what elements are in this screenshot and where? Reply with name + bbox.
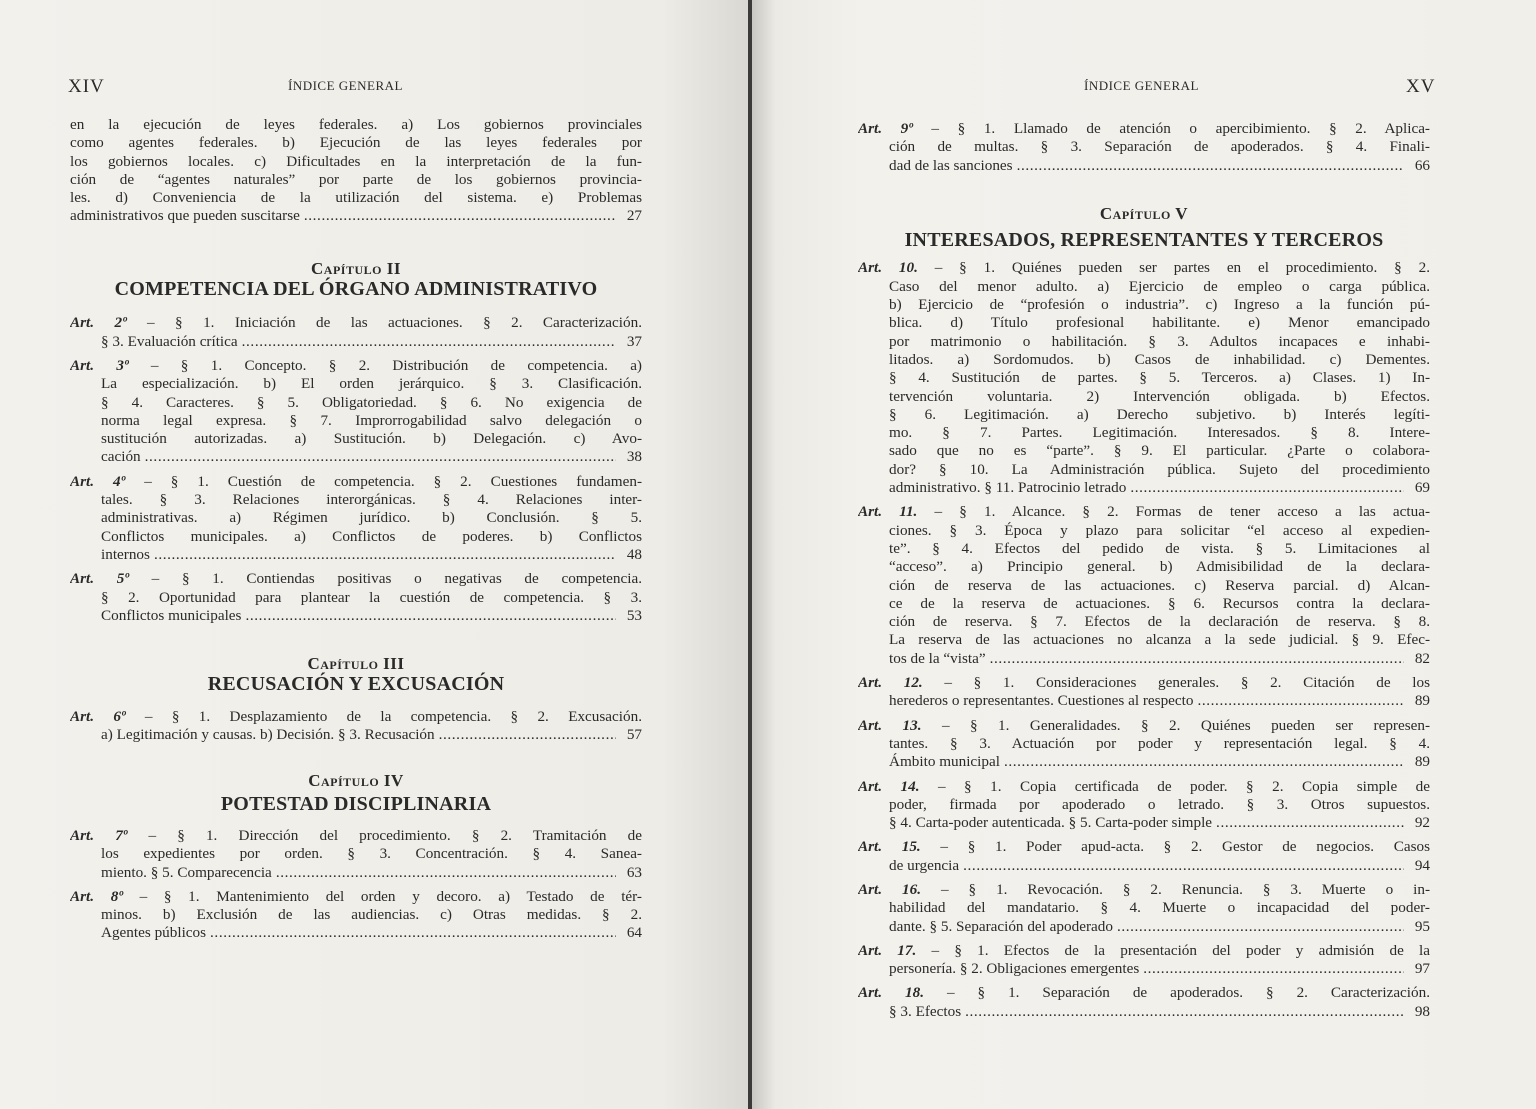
- chapter-heading-iii: [70, 655, 642, 694]
- entry-line: [858, 369, 1430, 387]
- toc-entry-art-14: [858, 778, 1430, 833]
- entry-text: § 4. Caracteres. § 5. Obligatoriedad. § 6. No exigencia de: [101, 393, 642, 411]
- entry-text: los expedientes por orden. § 3. Concentración. § 4. Sanea-: [101, 845, 642, 863]
- entry-text: por matrimonio o habilitación. § 3. Adultos incapaces e inhabi-: [889, 332, 1430, 350]
- entry-text: § 3. Efectos: [889, 1002, 962, 1020]
- chapter-title: INTERESADOS, REPRESENTANTES Y TERCEROS: [904, 229, 1384, 252]
- entry-text: – § 1. Quiénes pueden ser partes en el procedimiento. § 2.: [934, 259, 1430, 277]
- dot-leader: [276, 864, 616, 882]
- toc-entry-art-8: [70, 888, 642, 943]
- page-ref: 63: [626, 863, 642, 881]
- entry-text: de urgencia: [889, 856, 960, 874]
- toc-entry-art-3: [70, 357, 642, 467]
- chapter-heading-iv: [70, 772, 642, 813]
- entry-text: les. d) Conveniencia de la utilización del sistema. e) Problemas: [70, 189, 642, 207]
- entry-text: como agentes federales. b) Ejecución de las leyes federales por: [70, 134, 642, 152]
- entry-line: [858, 120, 1430, 138]
- entry-text: a) Legitimación y causas. b) Decisión. § 3. Recusación: [101, 726, 435, 744]
- chapter-heading-v: [858, 205, 1430, 250]
- entry-line: [70, 116, 642, 134]
- entry-last-line: [858, 157, 1430, 175]
- entry-last-line: [70, 333, 642, 351]
- dot-leader: [1117, 918, 1404, 936]
- entry-text: – § 1. Consideraciones generales. § 2. Citación de los: [944, 674, 1430, 692]
- entry-text: – § 1. Contiendas positivas o negativas de competencia.: [151, 570, 642, 588]
- entry-line: [858, 613, 1430, 631]
- entry-line: [70, 412, 642, 430]
- entry-last-line: [858, 753, 1430, 771]
- entry-text: litados. a) Sordomudos. b) Casos de inhabilidad. c) Dementes.: [889, 350, 1430, 368]
- toc-entry-continuation: [70, 116, 642, 226]
- chapter-title: COMPETENCIA DEL ÓRGANO ADMINISTRATIVO: [114, 278, 598, 301]
- page-ref: 94: [1414, 856, 1430, 874]
- entry-text: miento. § 5. Comparecencia: [101, 863, 272, 881]
- entry-text: ción de “agentes naturales” por parte de los gobiernos provincia-: [70, 170, 642, 188]
- entry-last-line: [70, 864, 642, 882]
- article-number: Art. 11.: [858, 503, 918, 521]
- entry-line: [70, 473, 642, 491]
- entry-text: administrativas. a) Régimen jurídico. b) Conclusión. § 5.: [101, 509, 642, 527]
- toc-entry-art-6: [70, 708, 642, 745]
- entry-line: [858, 522, 1430, 540]
- entry-line: [858, 351, 1430, 369]
- dot-leader: [245, 607, 616, 625]
- entry-line: [858, 778, 1430, 796]
- page-ref: 66: [1414, 156, 1430, 174]
- entry-line: [858, 278, 1430, 296]
- entry-text: § 4. Carta-poder autenticada. § 5. Carta-poder simple: [889, 814, 1213, 832]
- toc-entry-art-17: [858, 942, 1430, 979]
- article-number: Art. 6º: [70, 707, 126, 725]
- entry-text: norma legal expresa. § 7. Improrrogabilidad salvo delegación o: [101, 411, 642, 429]
- entry-line: [70, 509, 642, 527]
- entry-line: [858, 314, 1430, 332]
- toc-column-left: [70, 116, 642, 949]
- entry-line: [858, 899, 1430, 917]
- entry-line: [70, 491, 642, 509]
- entry-line: [858, 388, 1430, 406]
- entry-last-line: [70, 924, 642, 942]
- dot-leader: [965, 1003, 1404, 1021]
- entry-line: [70, 357, 642, 375]
- toc-entry-art-18: [858, 984, 1430, 1021]
- toc-entry-art-11: [858, 503, 1430, 668]
- entry-text: tantes. § 3. Actuación por poder y representación legal. § 4.: [889, 734, 1430, 752]
- article-number: Art. 16.: [858, 880, 921, 898]
- entry-text: administrativo. § 11. Patrocinio letrado: [889, 479, 1127, 497]
- page-ref: 97: [1414, 960, 1430, 978]
- entry-line: [858, 717, 1430, 735]
- page-ref: 69: [1414, 479, 1430, 497]
- entry-line: [70, 906, 642, 924]
- entry-text: – § 1. Llamado de atención o apercibimiento. § 2. Aplica-: [931, 120, 1430, 137]
- page-ref: 48: [626, 545, 642, 563]
- page-ref: 95: [1414, 917, 1430, 935]
- page-ref: 27: [626, 207, 642, 225]
- entry-text: sustitución autorizadas. a) Sustitución. b) Delegación. c) Avo-: [101, 430, 642, 448]
- entry-text: ción de reserva. § 7. Efectos de la declaración de reserva. § 8.: [889, 613, 1430, 631]
- entry-text: – § 1. Mantenimiento del orden y decoro. a) Testado de tér-: [139, 887, 642, 905]
- article-number: Art. 5º: [70, 570, 129, 588]
- entry-text: § 4. Sustitución de partes. § 5. Terceros. a) Clases. 1) In-: [889, 369, 1430, 387]
- article-number: Art. 8º: [70, 887, 123, 905]
- entry-last-line: [70, 448, 642, 466]
- page-ref: 53: [626, 606, 642, 624]
- entry-last-line: [858, 692, 1430, 710]
- entry-line: [858, 424, 1430, 442]
- entry-text: Agentes públicos: [101, 924, 207, 942]
- page-number-left: XIV: [68, 76, 105, 97]
- entry-text: tos de la “vista”: [889, 649, 986, 667]
- dot-leader: [304, 207, 616, 225]
- entry-text: – § 1. Iniciación de las actuaciones. § 2. Caracterización.: [147, 314, 642, 332]
- entry-line: [858, 984, 1430, 1002]
- article-number: Art. 3º: [70, 356, 129, 374]
- entry-text: te”. § 4. Efectos del pedido de vista. § 5. Limitaciones al: [889, 539, 1430, 557]
- entry-text: – § 1. Alcance. § 2. Formas de tener acceso a las actua-: [934, 503, 1430, 521]
- entry-text: – § 1. Concepto. § 2. Distribución de competencia. a): [150, 356, 642, 374]
- article-number: Art. 17.: [858, 941, 917, 959]
- entry-text: los gobiernos locales. c) Dificultades en la interpretación de la fun-: [70, 152, 642, 170]
- entry-last-line: [858, 650, 1430, 668]
- dot-leader: [1017, 157, 1404, 175]
- entry-text: ción de multas. § 3. Separación de apoderados. § 4. Finali-: [889, 138, 1430, 156]
- article-number: Art. 4º: [70, 472, 126, 490]
- entry-text: – § 1. Cuestión de competencia. § 2. Cuestiones fundamen-: [144, 472, 642, 490]
- entry-line: [858, 674, 1430, 692]
- entry-text: ce de la reserva de actuaciones. § 6. Recursos contra la declara-: [889, 594, 1430, 612]
- chapter-label: Capítulo V: [1099, 203, 1189, 223]
- entry-line: [70, 430, 642, 448]
- article-number: Art. 12.: [858, 674, 923, 692]
- entry-line: [858, 631, 1430, 649]
- chapter-label: Capítulo II: [311, 258, 401, 278]
- entry-last-line: [858, 857, 1430, 875]
- entry-line: [70, 375, 642, 393]
- entry-text: dor? § 10. La Administración pública. Sujeto del procedimiento: [889, 460, 1430, 478]
- entry-line: [858, 881, 1430, 899]
- running-header-right: ÍNDICE GENERAL: [1084, 78, 1199, 93]
- chapter-label: Capítulo III: [307, 654, 405, 674]
- entry-line: [858, 461, 1430, 479]
- chapter-label: Capítulo IV: [308, 771, 404, 791]
- entry-line: [70, 171, 642, 189]
- page-ref: 57: [626, 726, 642, 744]
- entry-text: Conflictos municipales. a) Conflictos de poderes. b) Conflictos: [101, 527, 642, 545]
- entry-line: [858, 577, 1430, 595]
- toc-entry-art-10: [858, 259, 1430, 497]
- entry-line: [858, 595, 1430, 613]
- entry-text: – § 1. Desplazamiento de la competencia. § 2. Excusación.: [144, 707, 642, 725]
- page-number-right: XV: [1406, 76, 1436, 97]
- entry-line: [70, 845, 642, 863]
- entry-text: Caso del menor adulto. a) Ejercicio de empleo o carga pública.: [889, 277, 1430, 295]
- entry-line: [858, 333, 1430, 351]
- entry-text: – § 1. Poder apud-acta. § 2. Gestor de negocios. Casos: [940, 838, 1430, 856]
- toc-entry-art-16: [858, 881, 1430, 936]
- chapter-title: RECUSACIÓN Y EXCUSACIÓN: [207, 673, 505, 696]
- entry-text: § 6. Legitimación. a) Derecho subjetivo. b) Interés legíti-: [889, 405, 1430, 423]
- entry-text: administrativos que pueden suscitarse: [70, 207, 300, 225]
- entry-text: – § 1. Revocación. § 2. Renuncia. § 3. Muerte o in-: [940, 880, 1430, 898]
- page-ref: 38: [626, 448, 642, 466]
- entry-text: La reserva de las actuaciones no alcanza a la sede judicial. § 9. Efec-: [889, 631, 1430, 649]
- entry-text: – § 1. Generalidades. § 2. Quiénes pueden ser represen-: [941, 716, 1430, 734]
- entry-text: en la ejecución de leyes federales. a) Los gobiernos provinciales: [70, 116, 642, 133]
- page-ref: 82: [1414, 649, 1430, 667]
- article-number: Art. 18.: [858, 984, 924, 1002]
- entry-text: ción de reserva de las actuaciones. c) Reserva parcial. d) Alcan-: [889, 576, 1430, 594]
- dot-leader: [145, 448, 616, 466]
- entry-line: [858, 540, 1430, 558]
- entry-line: [70, 708, 642, 726]
- entry-line: [858, 259, 1430, 277]
- entry-line: [858, 296, 1430, 314]
- toc-column-right: [858, 120, 1430, 1027]
- entry-line: [858, 442, 1430, 460]
- page-ref: 89: [1414, 692, 1430, 710]
- entry-line: [70, 314, 642, 332]
- entry-last-line: [70, 207, 642, 225]
- toc-entry-art-9: [858, 120, 1430, 175]
- entry-text: personería. § 2. Obligaciones emergentes: [889, 960, 1140, 978]
- dot-leader: [242, 333, 616, 351]
- entry-text: internos: [101, 545, 150, 563]
- entry-text: herederos o representantes. Cuestiones al respecto: [889, 692, 1194, 710]
- toc-entry-art-4: [70, 473, 642, 564]
- entry-text: Conflictos municipales: [101, 606, 242, 624]
- dot-leader: [1143, 960, 1404, 978]
- dot-leader: [1004, 753, 1404, 771]
- article-number: Art. 2º: [70, 314, 127, 332]
- chapter-title: POTESTAD DISCIPLINARIA: [220, 792, 492, 815]
- entry-text: tales. § 3. Relaciones interorgánicas. § 4. Relaciones inter-: [101, 491, 642, 509]
- entry-line: [70, 153, 642, 171]
- dot-leader: [210, 924, 616, 942]
- dot-leader: [1216, 814, 1404, 832]
- entry-text: – § 1. Efectos de la presentación del poder y admisión de la: [931, 941, 1430, 959]
- dot-leader: [154, 546, 616, 564]
- entry-text: – § 1. Separación de apoderados. § 2. Caracterización.: [946, 984, 1430, 1002]
- entry-last-line: [70, 546, 642, 564]
- entry-text: cación: [101, 448, 141, 466]
- article-number: Art. 15.: [858, 838, 921, 856]
- entry-last-line: [858, 479, 1430, 497]
- entry-text: b) Ejercicio de “profesión o industria”. c) Ingreso a la función pú-: [889, 296, 1430, 314]
- entry-last-line: [858, 960, 1430, 978]
- entry-line: [858, 735, 1430, 753]
- entry-text: Ámbito municipal: [889, 753, 1000, 771]
- toc-entry-art-13: [858, 717, 1430, 772]
- page-ref: 89: [1414, 753, 1430, 771]
- entry-text: – § 1. Copia certificada de poder. § 2. Copia simple de: [937, 777, 1430, 795]
- article-number: Art. 14.: [858, 777, 920, 795]
- entry-last-line: [70, 607, 642, 625]
- toc-entry-art-15: [858, 838, 1430, 875]
- entry-text: mo. § 7. Partes. Legitimación. Interesados. § 8. Intere-: [889, 424, 1430, 442]
- page-ref: 92: [1414, 814, 1430, 832]
- toc-entry-art-5: [70, 570, 642, 625]
- entry-line: [70, 528, 642, 546]
- entry-last-line: [70, 726, 642, 744]
- toc-entry-art-7: [70, 827, 642, 882]
- page-ref: 37: [626, 332, 642, 350]
- entry-line: [70, 189, 642, 207]
- entry-text: poder, firmada por apoderado o letrado. § 3. Otros supuestos.: [889, 795, 1430, 813]
- right-page: [752, 0, 1536, 1109]
- page-ref: 64: [626, 924, 642, 942]
- entry-text: sado que no es “parte”. § 9. El particular. ¿Parte o colabora-: [889, 442, 1430, 460]
- dot-leader: [1130, 479, 1404, 497]
- entry-last-line: [858, 1003, 1430, 1021]
- entry-line: [70, 888, 642, 906]
- dot-leader: [1197, 692, 1404, 710]
- entry-line: [858, 558, 1430, 576]
- entry-line: [858, 406, 1430, 424]
- entry-text: minos. b) Exclusión de las audiencias. c) Otras medidas. § 2.: [101, 906, 642, 924]
- entry-text: La especialización. b) El orden jerárquico. § 3. Clasificación.: [101, 375, 642, 393]
- entry-line: [70, 589, 642, 607]
- entry-text: “acceso”. a) Principio general. b) Admisibilidad de la declara-: [889, 558, 1430, 576]
- entry-text: blica. d) Título profesional habilitante. e) Menor emancipado: [889, 314, 1430, 332]
- running-header-left: ÍNDICE GENERAL: [288, 78, 403, 93]
- entry-line: [70, 134, 642, 152]
- entry-text: habilidad del mandatario. § 4. Muerte o incapacidad del poder-: [889, 899, 1430, 917]
- toc-entry-art-12: [858, 674, 1430, 711]
- entry-line: [70, 827, 642, 845]
- entry-line: [858, 503, 1430, 521]
- entry-text: dante. § 5. Separación del apoderado: [889, 917, 1113, 935]
- dot-leader: [990, 650, 1404, 668]
- entry-text: dad de las sanciones: [889, 156, 1013, 174]
- entry-text: tervención voluntaria. 2) Intervención obligada. b) Efectos.: [889, 387, 1430, 405]
- entry-text: – § 1. Dirección del procedimiento. § 2. Tramitación de: [148, 826, 642, 844]
- article-number: Art. 10.: [858, 259, 918, 277]
- entry-text: ciones. § 3. Época y plazo para solicitar “el acceso al expedien-: [889, 521, 1430, 539]
- toc-entry-art-2: [70, 314, 642, 351]
- entry-line: [858, 796, 1430, 814]
- entry-text: § 3. Evaluación crítica: [101, 332, 238, 350]
- entry-text: § 2. Oportunidad para plantear la cuestión de competencia. § 3.: [101, 588, 642, 606]
- page-ref: 98: [1414, 1002, 1430, 1020]
- entry-line: [858, 838, 1430, 856]
- article-number: Art. 7º: [70, 826, 128, 844]
- entry-line: [858, 942, 1430, 960]
- entry-line: [70, 570, 642, 588]
- entry-last-line: [858, 814, 1430, 832]
- article-number: Art. 9º: [858, 120, 913, 137]
- entry-last-line: [858, 918, 1430, 936]
- entry-line: [858, 138, 1430, 156]
- article-number: Art. 13.: [858, 716, 922, 734]
- dot-leader: [439, 726, 616, 744]
- left-page: [0, 0, 752, 1109]
- dot-leader: [963, 857, 1404, 875]
- chapter-heading-ii: [70, 260, 642, 299]
- entry-line: [70, 394, 642, 412]
